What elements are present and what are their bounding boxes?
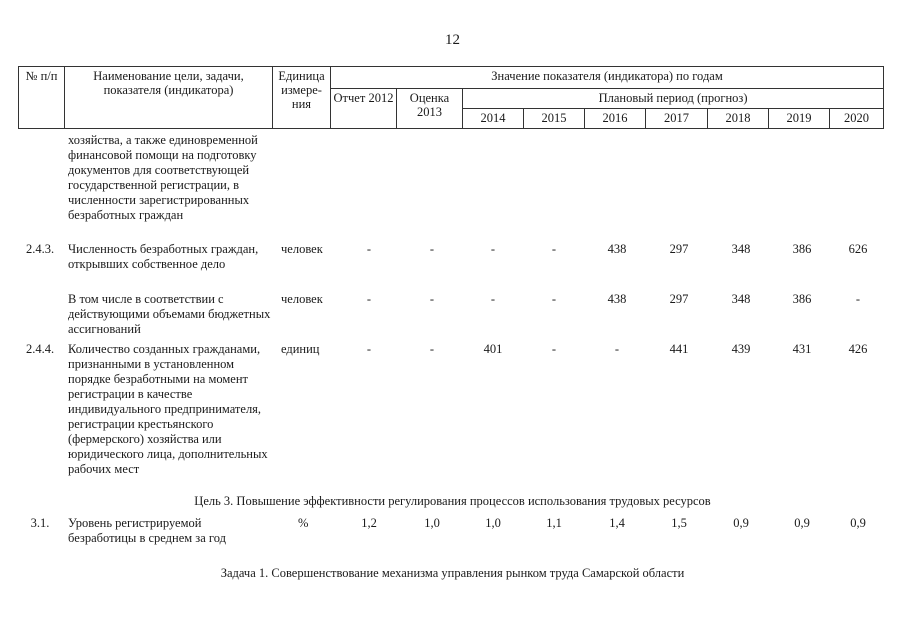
- row-unit: единиц: [281, 342, 320, 356]
- row-value: 0,9: [850, 516, 866, 530]
- row-value: 1,1: [546, 516, 562, 530]
- row-value: -: [366, 342, 372, 356]
- row-value: 439: [731, 342, 751, 356]
- row-value: 1,2: [361, 516, 377, 530]
- row-name: Количество созданных гражданами, признанными в установленном порядке безработными на момент регистрации в качестве индивидуального предпринимателя, регистрации крестьянского (фермерского) хозяйства или юридического лица, дополнительных рабочих мест: [68, 342, 268, 476]
- header-year: 2018: [708, 109, 769, 129]
- header-plan: Плановый период (прогноз): [463, 89, 884, 109]
- header-unit: Единица измере-ния: [273, 67, 331, 129]
- row-num: 2.4.3.: [25, 242, 55, 256]
- task-1-heading: Задача 1. Совершенствование механизма управления рынком труда Самарской области: [220, 566, 685, 580]
- header-year: 2014: [463, 109, 524, 129]
- row-unit: человек: [281, 242, 323, 256]
- header-estimate: Оценка 2013: [397, 89, 463, 129]
- row-num: 3.1.: [30, 516, 50, 530]
- row-value: 438: [607, 242, 627, 256]
- row-num: 2.4.4.: [25, 342, 55, 356]
- goal-3-heading: Цель 3. Повышение эффективности регулирования процессов использования трудовых ресурсов: [194, 494, 711, 508]
- row-value: 386: [792, 242, 812, 256]
- row-value: -: [490, 242, 496, 256]
- row-value: 0,9: [794, 516, 810, 530]
- row-value: -: [855, 292, 861, 306]
- row-value: 441: [669, 342, 689, 356]
- row-value: 426: [848, 342, 868, 356]
- row-value: 348: [731, 292, 751, 306]
- row-value: -: [429, 292, 435, 306]
- row-value: -: [551, 342, 557, 356]
- row-name: хозяйства, а также единовременной финансовой помощи на подготовку документов для соответствующей государственной регистрации, в численности зарегистрированных безработных граждан: [68, 133, 258, 222]
- row-value: 626: [848, 242, 868, 256]
- row-value: 348: [731, 242, 751, 256]
- header-report: Отчет 2012: [331, 89, 397, 129]
- row-value: 1,0: [424, 516, 440, 530]
- row-name: Уровень регистрируемой безработицы в среднем за год: [68, 516, 226, 545]
- row-name: В том числе в соответствии с действующими объемами бюджетных ассигнований: [68, 292, 271, 336]
- row-unit: %: [298, 516, 309, 530]
- row-value: -: [551, 242, 557, 256]
- row-value: 438: [607, 292, 627, 306]
- row-value: 1,5: [671, 516, 687, 530]
- header-num: № п/п: [19, 67, 65, 129]
- row-value: 401: [483, 342, 503, 356]
- row-value: -: [490, 292, 496, 306]
- row-value: 431: [792, 342, 812, 356]
- row-name: Численность безработных граждан, открывших собственное дело: [68, 242, 259, 271]
- row-value: -: [429, 342, 435, 356]
- row-unit: человек: [281, 292, 323, 306]
- header-values: Значение показателя (индикатора) по годам: [331, 67, 884, 89]
- row-value: -: [366, 292, 372, 306]
- row-value: -: [551, 292, 557, 306]
- row-value: -: [614, 342, 620, 356]
- page-number: 12: [445, 32, 460, 48]
- row-value: 297: [669, 242, 689, 256]
- row-value: 297: [669, 292, 689, 306]
- header-year: 2020: [830, 109, 884, 129]
- table-header: [18, 66, 884, 129]
- row-value: 1,4: [609, 516, 625, 530]
- header-year: 2019: [769, 109, 830, 129]
- header-year: 2016: [585, 109, 646, 129]
- row-value: -: [366, 242, 372, 256]
- row-value: -: [429, 242, 435, 256]
- row-value: 386: [792, 292, 812, 306]
- row-value: 0,9: [733, 516, 749, 530]
- header-year: 2017: [646, 109, 708, 129]
- row-value: 1,0: [485, 516, 501, 530]
- header-name: Наименование цели, задачи, показателя (индикатора): [65, 67, 273, 129]
- header-year: 2015: [524, 109, 585, 129]
